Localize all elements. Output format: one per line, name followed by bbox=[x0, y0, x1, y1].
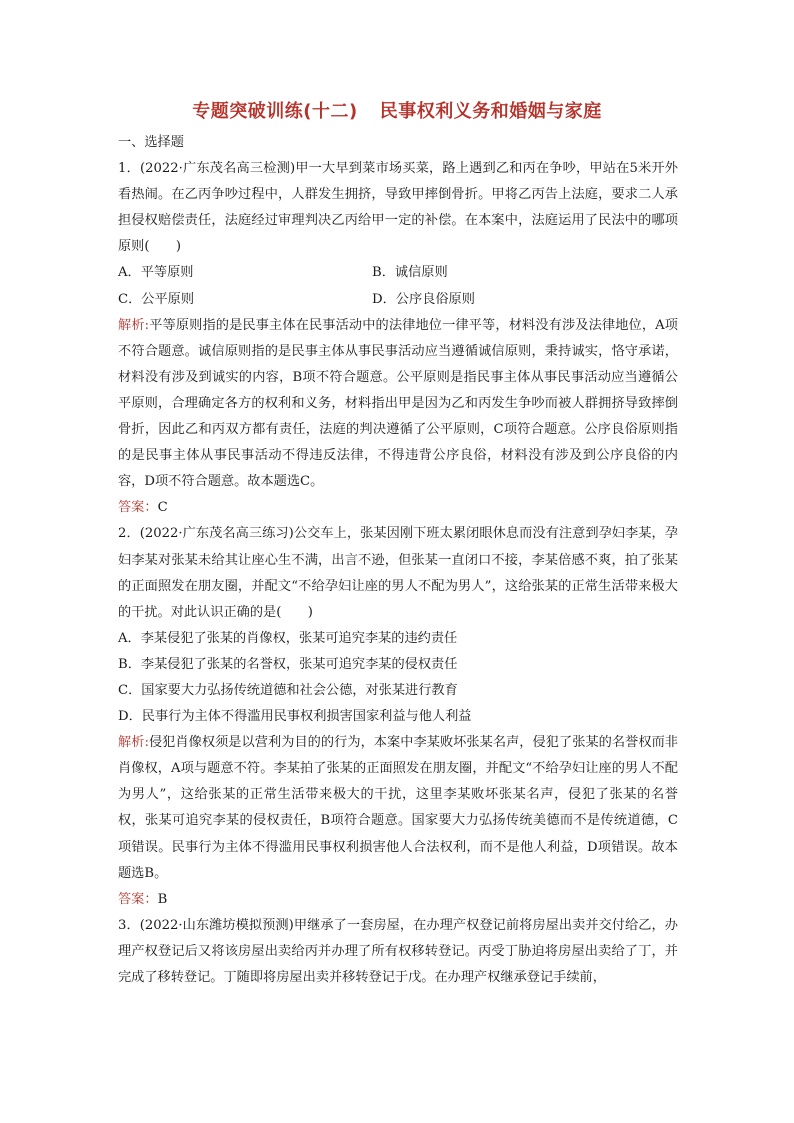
page-title bbox=[0, 97, 794, 123]
question-2-answer bbox=[118, 887, 678, 913]
analysis-label: 解析: bbox=[118, 735, 149, 751]
title-part-1: 专题突破训练(十二) bbox=[192, 101, 358, 122]
option-b: B．李某侵犯了张某的名誉权，张某可追究李某的侵权责任 bbox=[118, 656, 458, 672]
title-part-2: 民事权利义务和婚姻与家庭 bbox=[379, 101, 602, 122]
option-c: C．公平原则 bbox=[118, 291, 195, 307]
answer-value: B bbox=[157, 891, 168, 907]
question-2-analysis bbox=[118, 730, 678, 887]
question-1-stem: 1．(2022·广东茂名高三检测)甲一大早到菜市场买菜，路上遇到乙和丙在争吵，甲站在5米开外看热闹。在乙丙争吵过程中，人群发生拥挤，导致甲摔倒骨折。甲将乙丙告上法庭，要求二人承担侵权赔偿责任，法庭经过审理判决乙丙给甲一定的补偿。在本案中，法庭运用了民法中的哪项原则( ) bbox=[118, 161, 678, 255]
question-2-stem: 2．(2022·广东茂名高三练习)公交车上，张某因刚下班太累闭眼休息而没有注意到孕妇李某，孕妇李某对张某未给其让座心生不满，出言不逊，但张某一直闭口不接，李某倍感不爽，拍了张某的正面照发在朋友圈，并配文“不给孕妇让座的男人不配为男人”，这给张某的正常生活带来极大的干扰。对此认识正确的是( ) bbox=[118, 526, 678, 620]
answer-label: 答案： bbox=[118, 500, 158, 516]
option-a: A．李某侵犯了张某的肖像权，张某可追究李某的违约责任 bbox=[118, 630, 458, 646]
analysis-label: 解析: bbox=[118, 317, 150, 333]
option-d: D．公序良俗原则 bbox=[372, 291, 475, 307]
question-1-options-row-2 bbox=[118, 287, 678, 313]
question-3-stem: 3．(2022·山东潍坊模拟预测)甲继承了一套房屋，在办理产权登记前将房屋出卖并交付给乙，办理产权登记后又将该房屋出卖给丙并办理了所有权移转登记。丙受丁胁迫将房屋出卖给了丁，并完成了移转登记。丁随即将房屋出卖并移转登记于戊。在办理产权继承登记手续前， bbox=[118, 917, 678, 985]
document-body bbox=[118, 130, 678, 991]
question-1-analysis bbox=[118, 313, 678, 496]
option-b: B．诚信原则 bbox=[372, 265, 448, 281]
option-d: D．民事行为主体不得滥用民事权利损害国家利益与他人利益 bbox=[118, 709, 472, 725]
question-1-options-row-1 bbox=[118, 260, 678, 286]
question-1-answer bbox=[118, 495, 678, 521]
answer-value: C bbox=[157, 500, 168, 516]
section-heading: 一、选择题 bbox=[118, 135, 184, 150]
analysis-text: 平等原则指的是民事主体在民事活动中的法律地位一律平等，材料没有涉及法律地位，A项不符合题意。诚信原则指的是民事主体从事民事活动应当遵循诚信原则，秉持诚实，恪守承诺，材料没有涉及到诚实的内容，B项不符合题意。公平原则是指民事主体从事民事活动应当遵循公平原则，合理确定各方的权利和义务，材料指出甲是因为乙和丙发生争吵而被人群拥挤导致摔倒骨折，因此乙和丙双方都有责任，法庭的判决遵循了公平原则，C项符合题意。公序良俗原则指的是民事主体从事民事活动不得违反法律，不得违背公序良俗，材料没有涉及到公序良俗的内容，D项不符合题意。故本题选C。 bbox=[118, 317, 678, 490]
option-a: A．平等原则 bbox=[118, 265, 194, 281]
analysis-text: 侵犯肖像权须是以营利为目的的行为，本案中李某败坏张某名声，侵犯了张某的名誉权而非肖像权，A项与题意不符。李某拍了张某的正面照发在朋友圈，并配文“不给孕妇让座的男人不配为男人”，这给张某的正常生活带来极大的干扰，这里李某败坏张某名声，侵犯了张某的名誉权，张某可追究李某的侵权责任，B项符合题意。国家要大力弘扬传统美德而不是传统道德，C项错误。民事行为主体不得滥用民事权利损害他人合法权利，而不是他人利益，D项错误。故本题选B。 bbox=[118, 735, 678, 881]
option-c: C．国家要大力弘扬传统道德和社会公德，对张某进行教育 bbox=[118, 682, 458, 698]
answer-label: 答案： bbox=[118, 891, 158, 907]
